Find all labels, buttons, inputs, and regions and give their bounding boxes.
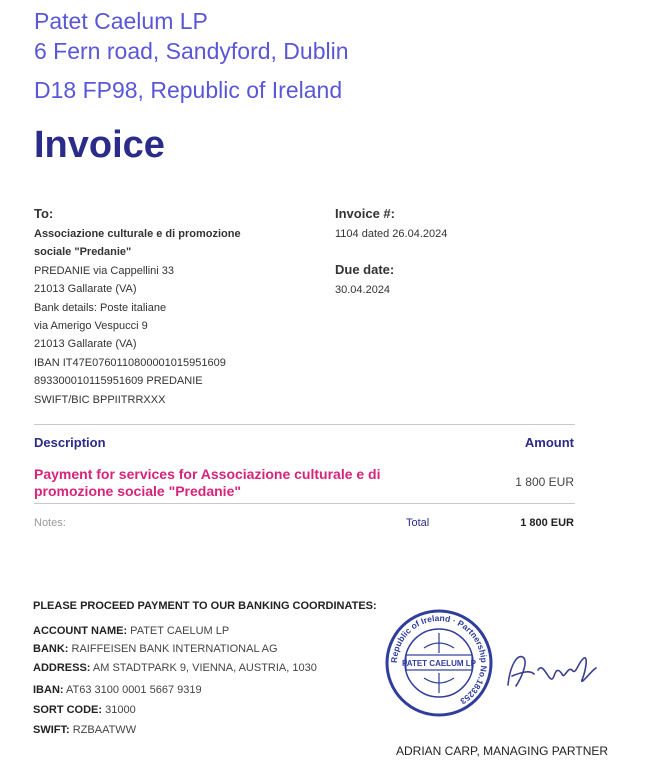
to-label: To: [34,206,54,221]
iban-label: IBAN: [33,684,64,696]
account-name-row [33,625,229,637]
company-address-line1: 6 Fern road, Sandyford, Dublin [34,38,349,64]
total-value: 1 800 EUR [520,517,574,529]
sort-code-row [33,704,136,716]
company-stamp-icon [384,608,494,718]
line-item-description [34,466,414,499]
recipient-block [34,225,241,409]
recipient-line: sociale "Predanie" [34,246,132,259]
recipient-line: Associazione culturale e di promozione [34,228,241,240]
company-name: Patet Caelum LP [34,8,208,34]
stamp-center-text: PATET CAELUM LP [402,659,476,668]
signature-icon [498,640,598,700]
due-date-value: 30.04.2024 [335,284,391,296]
recipient-line: IBAN IT47E0760110800001015951609 [34,356,226,369]
table-top-divider [34,424,575,425]
address-value: AM STADTPARK 9, VIENNA, AUSTRIA, 1030 [92,662,317,674]
line-item-description-line: promozione sociale "Predanie" [34,482,241,499]
line-item-amount: 1 800 EUR [515,475,574,489]
table-bottom-divider [34,503,575,504]
sort-code-label: SORT CODE: [33,704,103,716]
total-label: Total [406,517,430,529]
swift-row [33,724,136,736]
recipient-line: 893300010115951609 PREDANIE [34,375,203,388]
banking-heading: PLEASE PROCEED PAYMENT TO OUR BANKING COORDINATES: [33,600,377,612]
due-date-label: Due date: [335,262,395,277]
recipient-line: Bank details: Poste italiane [34,301,167,314]
invoice-number-label: Invoice #: [335,206,395,221]
swift-value: RZBAATWW [72,724,137,736]
bank-value: RAIFFEISEN BANK INTERNATIONAL AG [71,643,278,655]
account-name-value: PATET CAELUM LP [130,625,230,637]
stamp-ring-text: Republic of Ireland · Partnership No.183253 [388,612,490,707]
amount-header: Amount [524,435,574,450]
recipient-line: via Amerigo Vespucci 9 [34,320,148,333]
recipient-line: 21013 Gallarate (VA) [34,283,137,296]
company-address-line2: D18 FP98, Republic of Ireland [34,77,343,103]
line-item-description-line: Payment for services for Associazione culturale e di [34,466,381,482]
recipient-line: SWIFT/BIC BPPIITRRXXX [34,393,166,406]
iban-row [33,684,202,696]
bank-label: BANK: [33,643,69,655]
signatory-name: ADRIAN CARP, MANAGING PARTNER [396,744,609,758]
swift-label: SWIFT: [33,724,70,736]
bank-row [33,643,278,655]
address-label: ADDRESS: [33,662,91,674]
description-header: Description [34,435,106,450]
sort-code-value: 31000 [105,704,136,716]
recipient-line: PREDANIE via Cappellini 33 [34,264,175,277]
iban-value: AT63 3100 0001 5667 9319 [66,684,202,696]
document-title: Invoice [34,124,165,166]
account-name-label: ACCOUNT NAME: [33,625,128,637]
notes-label: Notes: [34,517,66,529]
recipient-line: 21013 Gallarate (VA) [34,338,137,351]
address-row [33,662,317,674]
invoice-number-value: 1104 dated 26.04.2024 [335,228,448,240]
